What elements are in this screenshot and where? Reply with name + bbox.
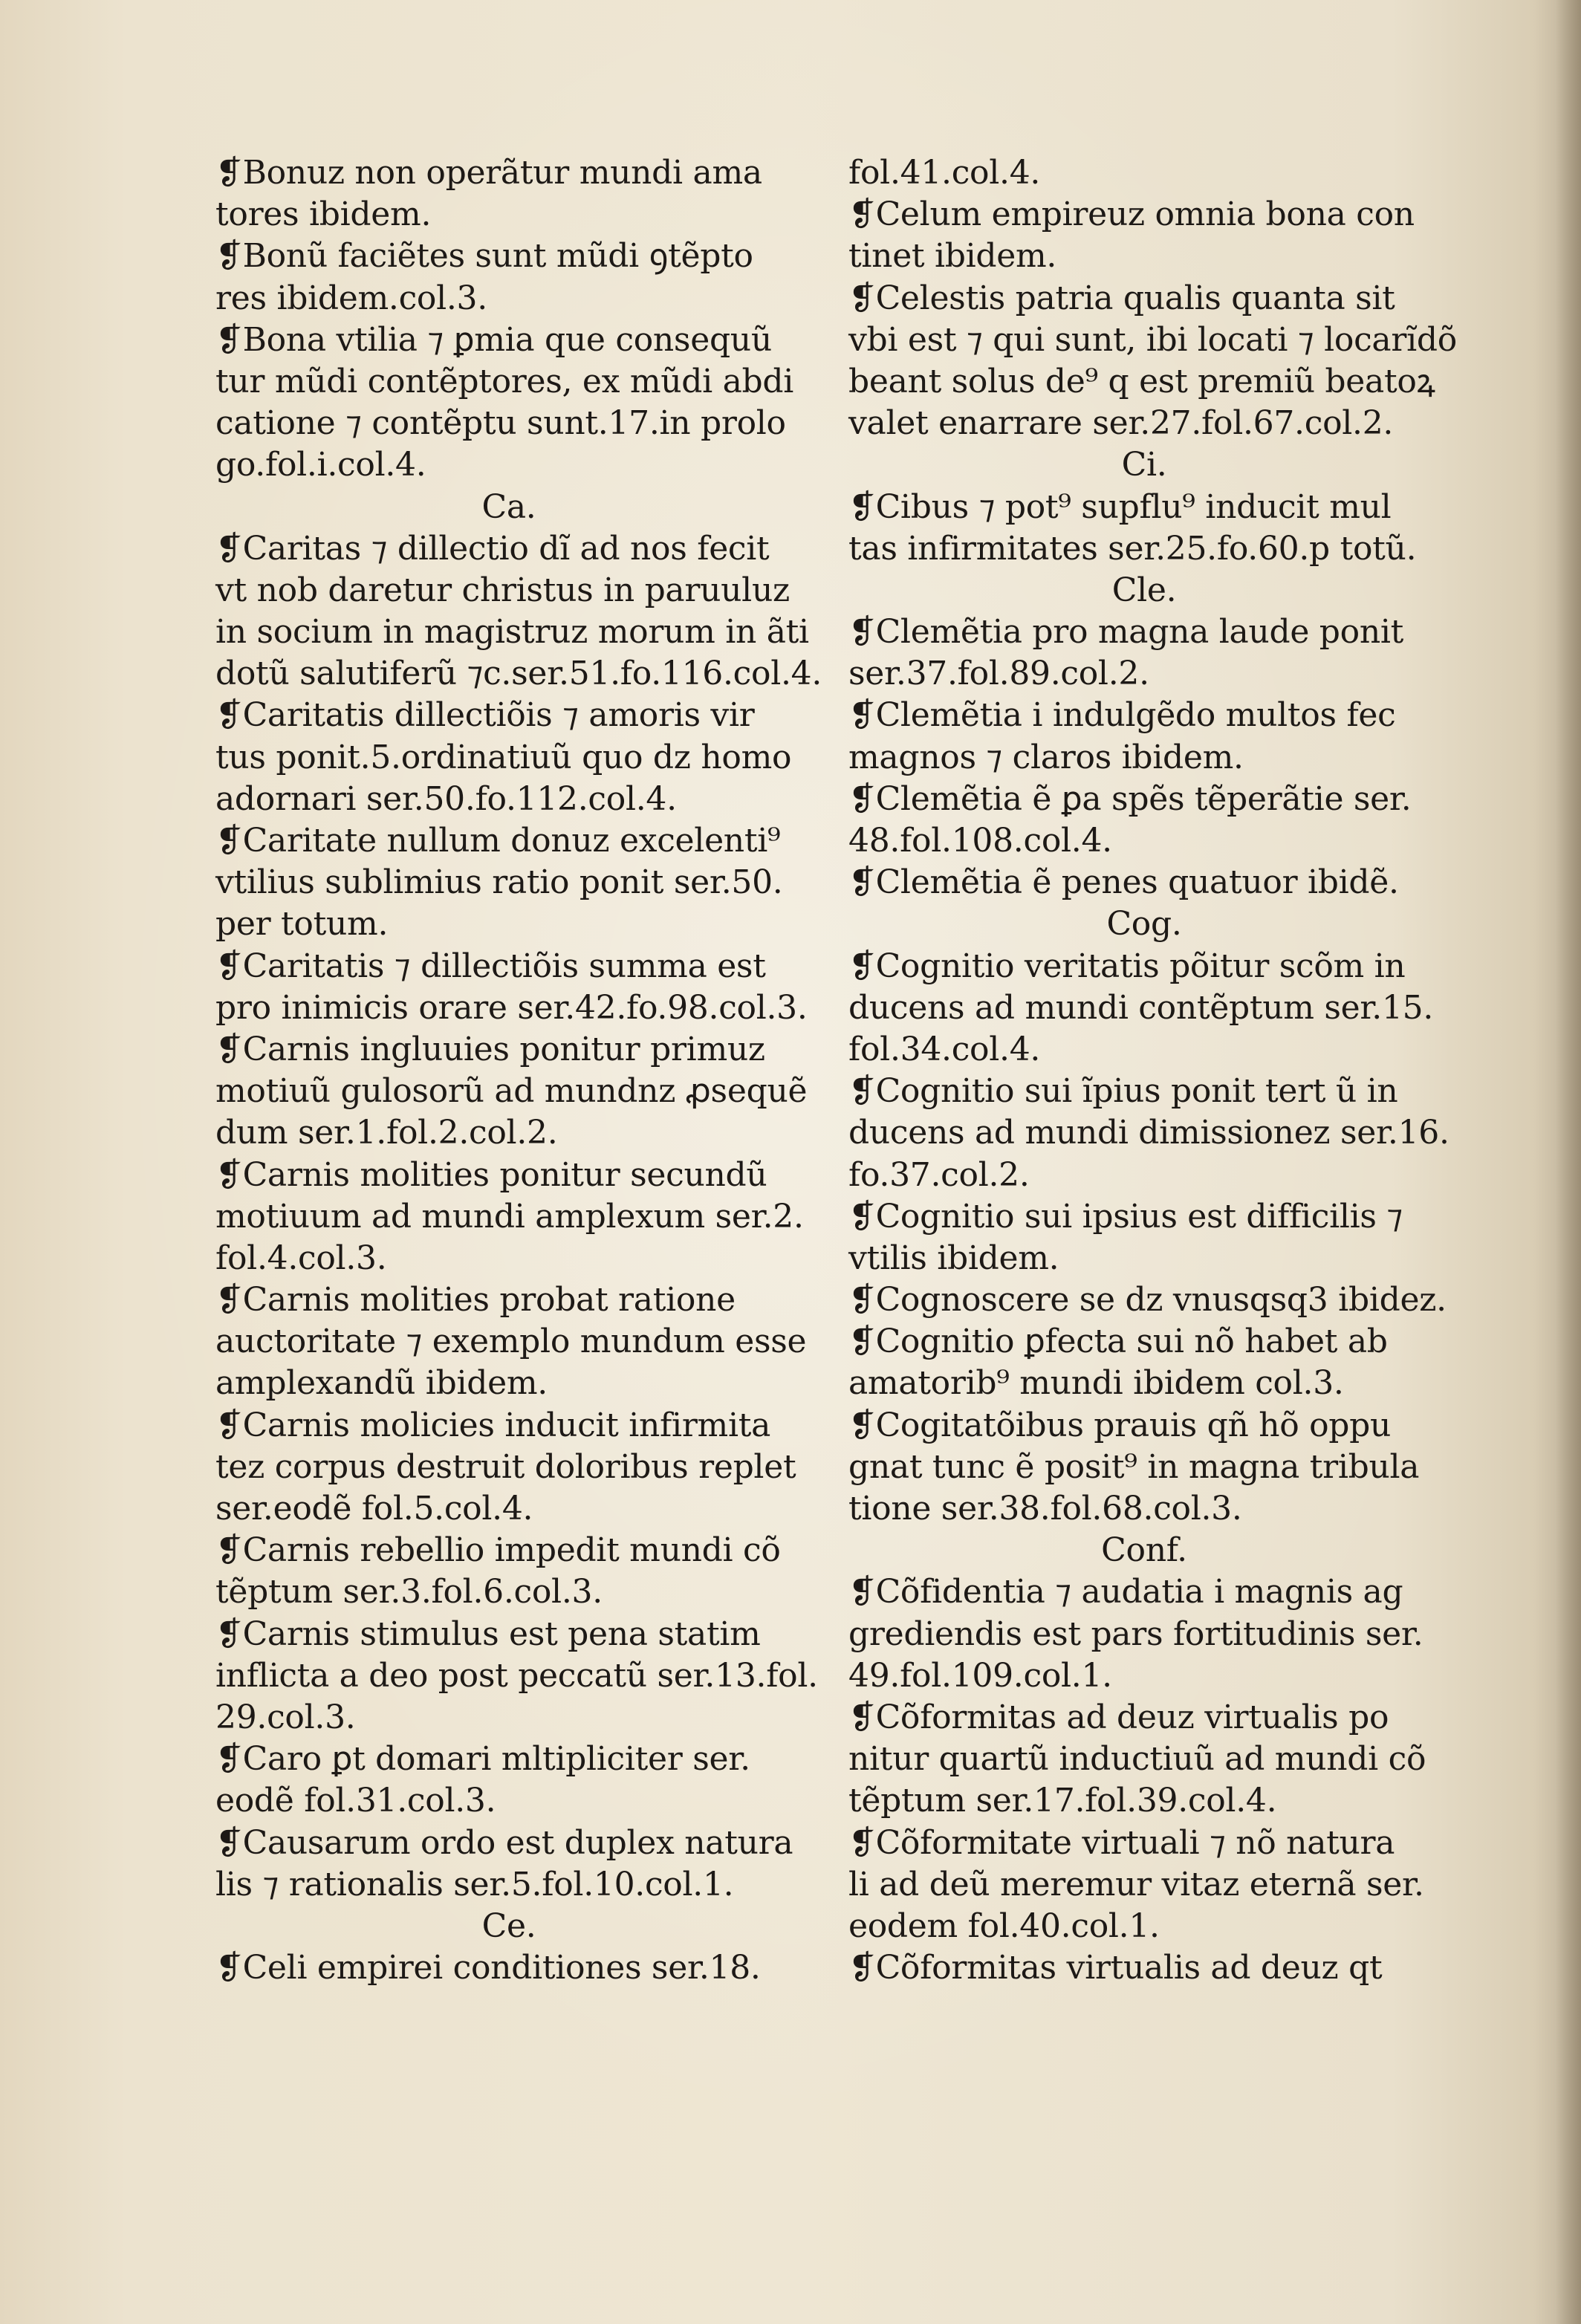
index-entry-line: ❡Clemẽtia i indulgẽdo multos fec xyxy=(848,696,1396,735)
index-continuation-line: motiuum ad mundi amplexum ser.2. xyxy=(215,1197,804,1236)
index-entry-line: ❡Bonũ faciẽtes sunt mũdi ꝯtẽpto xyxy=(215,237,753,276)
index-continuation-line: in socium in magistruz morum in ãti xyxy=(215,613,809,652)
index-continuation-line: ducens ad mundi dimissionez ser.16. xyxy=(848,1114,1449,1152)
index-continuation-line: li ad deũ meremur vitaz eternã ser. xyxy=(848,1865,1424,1903)
index-entry-line: ❡Cognitio ꝑfecta sui nõ habet ab xyxy=(848,1322,1388,1361)
index-continuation-line: ducens ad mundi contẽptum ser.15. xyxy=(848,988,1434,1027)
index-continuation-line: vt nob daretur christus in paruuluz xyxy=(215,571,790,609)
index-continuation-line: vtilius sublimius ratio ponit ser.50. xyxy=(215,863,783,902)
index-entry-line: ❡Carnis ingluuies ponitur primuz xyxy=(215,1030,765,1068)
index-continuation-line: fol.4.col.3. xyxy=(215,1239,387,1277)
index-continuation-line: tẽptum ser.3.fol.6.col.3. xyxy=(215,1573,603,1611)
index-entry-line: ❡Celum empireuz omnia bona con xyxy=(848,195,1415,234)
left-text-column xyxy=(215,152,832,1989)
index-continuation-line: dotũ salutiferũ ⁊c.ser.51.fo.116.col.4. xyxy=(215,655,822,693)
index-entry-line: ❡Cõfidentia ⁊ audatia i magnis ag xyxy=(848,1573,1403,1611)
index-continuation-line: tione ser.38.fol.68.col.3. xyxy=(848,1490,1242,1528)
index-continuation-line: gnat tunc ẽ posit⁹ in magna tribula xyxy=(848,1447,1420,1486)
index-continuation-line: valet enarrare ser.27.fol.67.col.2. xyxy=(848,404,1394,443)
index-entry-line: ❡Cõformitas virtualis ad deuz qt xyxy=(848,1949,1383,1987)
index-continuation-line: amplexandũ ibidem. xyxy=(215,1364,548,1403)
index-continuation-line: adornari ser.50.fo.112.col.4. xyxy=(215,779,677,818)
index-entry-line: ❡Bona vtilia ⁊ ꝑmia que consequũ xyxy=(215,320,772,359)
index-continuation-line: vtilis ibidem. xyxy=(848,1239,1059,1277)
section-heading: Ce. xyxy=(481,1906,536,1945)
index-entry-line: ❡Causarum ordo est duplex natura xyxy=(215,1823,793,1862)
index-continuation-line: dum ser.1.fol.2.col.2. xyxy=(215,1114,558,1152)
index-continuation-line: nitur quartũ inductiuũ ad mundi cõ xyxy=(848,1740,1426,1779)
index-continuation-line: 49.fol.109.col.1. xyxy=(848,1656,1112,1695)
index-continuation-line: beant solus de⁹ q est premiũ beatoꝝ xyxy=(848,362,1435,400)
index-continuation-line: fol.41.col.4. xyxy=(848,154,1041,192)
index-entry-line: ❡Caritate nullum donuz excelenti⁹ xyxy=(215,822,781,860)
index-entry-line: ❡Clemẽtia ẽ penes quatuor ibidẽ. xyxy=(848,863,1399,902)
index-entry-line: ❡Cogitatõibus prauis qñ hõ oppu xyxy=(848,1406,1392,1444)
index-entry-line: ❡Caro ꝑt domari mltipliciter ser. xyxy=(215,1740,750,1779)
index-entry-line: ❡Cognitio sui ipsius est difficilis ⁊ xyxy=(848,1197,1403,1236)
index-continuation-line: motiuũ gulosorũ ad mundnz ꝓsequẽ xyxy=(215,1072,808,1111)
index-continuation-line: grediendis est pars fortitudinis ser. xyxy=(848,1614,1423,1653)
index-continuation-line: ser.37.fol.89.col.2. xyxy=(848,655,1149,693)
index-continuation-line: fol.34.col.4. xyxy=(848,1030,1041,1068)
index-entry-line: ❡Carnis molicies inducit infirmita xyxy=(215,1406,771,1444)
index-entry-line: ❡Clemẽtia ẽ ꝑa spẽs tẽperãtie ser. xyxy=(848,779,1412,818)
index-continuation-line: res ibidem.col.3. xyxy=(215,279,487,317)
index-continuation-line: tez corpus destruit doloribus replet xyxy=(215,1447,796,1486)
index-entry-line: ❡Carnis stimulus est pena statim xyxy=(215,1614,761,1653)
index-entry-line: ❡Cognitio sui ĩpius ponit tert ũ in xyxy=(848,1072,1398,1111)
right-text-column xyxy=(848,152,1470,1989)
index-entry-line: ❡Caritatis dillectiõis ⁊ amoris vir xyxy=(215,696,755,735)
index-continuation-line: eodẽ fol.31.col.3. xyxy=(215,1782,496,1820)
index-entry-line: ❡Cognoscere se dz vnusqsq3 ibidez. xyxy=(848,1281,1447,1320)
index-entry-line: ❡Cõformitate virtuali ⁊ nõ natura xyxy=(848,1823,1395,1862)
section-heading: Cle. xyxy=(1111,571,1177,609)
index-continuation-line: catione ⁊ contẽptu sunt.17.in prolo xyxy=(215,404,786,443)
index-continuation-line: go.fol.i.col.4. xyxy=(215,446,426,484)
index-entry-line: ❡Clemẽtia pro magna laude ponit xyxy=(848,613,1404,652)
index-entry-line: ❡Bonuz non operãtur mundi ama xyxy=(215,154,762,192)
index-entry-line: ❡Cõformitas ad deuz virtualis po xyxy=(848,1698,1389,1736)
index-continuation-line: tinet ibidem. xyxy=(848,237,1057,276)
index-continuation-line: per totum. xyxy=(215,905,389,944)
index-continuation-line: tus ponit.5.ordinatiuũ quo dz homo xyxy=(215,738,792,776)
index-entry-line: ❡Cognitio veritatis põitur scõm in xyxy=(848,947,1406,985)
index-entry-line: ❡Celi empirei conditiones ser.18. xyxy=(215,1949,761,1987)
index-continuation-line: amatorib⁹ mundi ibidem col.3. xyxy=(848,1364,1344,1403)
page-edge-shadow xyxy=(1556,0,1581,2324)
section-heading: Ca. xyxy=(481,487,536,526)
index-continuation-line: lis ⁊ rationalis ser.5.fol.10.col.1. xyxy=(215,1865,734,1903)
index-entry-line: ❡Carnis molities ponitur secundũ xyxy=(215,1155,767,1194)
index-continuation-line: 29.col.3. xyxy=(215,1698,356,1736)
index-continuation-line: inflicta a deo post peccatũ ser.13.fol. xyxy=(215,1656,818,1695)
index-continuation-line: tẽptum ser.17.fol.39.col.4. xyxy=(848,1782,1277,1820)
section-heading: Cog. xyxy=(1106,905,1182,944)
index-continuation-line: 48.fol.108.col.4. xyxy=(848,822,1112,860)
index-continuation-line: fo.37.col.2. xyxy=(848,1155,1030,1194)
index-entry-line: ❡Cibus ⁊ pot⁹ supflu⁹ inducit mul xyxy=(848,487,1392,526)
index-continuation-line: eodem fol.40.col.1. xyxy=(848,1906,1160,1945)
section-heading: Conf. xyxy=(1101,1531,1187,1570)
index-entry-line: ❡Carnis rebellio impedit mundi cõ xyxy=(215,1531,781,1570)
index-continuation-line: ser.eodẽ fol.5.col.4. xyxy=(215,1490,533,1528)
index-continuation-line: tas infirmitates ser.25.fo.60.p totũ. xyxy=(848,529,1417,568)
index-continuation-line: tores ibidem. xyxy=(215,195,432,234)
index-entry-line: ❡Caritatis ⁊ dillectiõis summa est xyxy=(215,947,766,985)
index-continuation-line: pro inimicis orare ser.42.fo.98.col.3. xyxy=(215,988,808,1027)
index-continuation-line: vbi est ⁊ qui sunt, ibi locati ⁊ locarĩdõ xyxy=(848,320,1457,359)
index-entry-line: ❡Carnis molities probat ratione xyxy=(215,1281,736,1320)
index-entry-line: ❡Celestis patria qualis quanta sit xyxy=(848,279,1395,317)
index-continuation-line: magnos ⁊ claros ibidem. xyxy=(848,738,1244,776)
index-continuation-line: auctoritate ⁊ exemplo mundum esse xyxy=(215,1322,807,1361)
index-continuation-line: tur mũdi contẽptores, ex mũdi abdi xyxy=(215,362,794,400)
index-entry-line: ❡Caritas ⁊ dillectio dĩ ad nos fecit xyxy=(215,529,770,568)
section-heading: Ci. xyxy=(1121,446,1167,484)
